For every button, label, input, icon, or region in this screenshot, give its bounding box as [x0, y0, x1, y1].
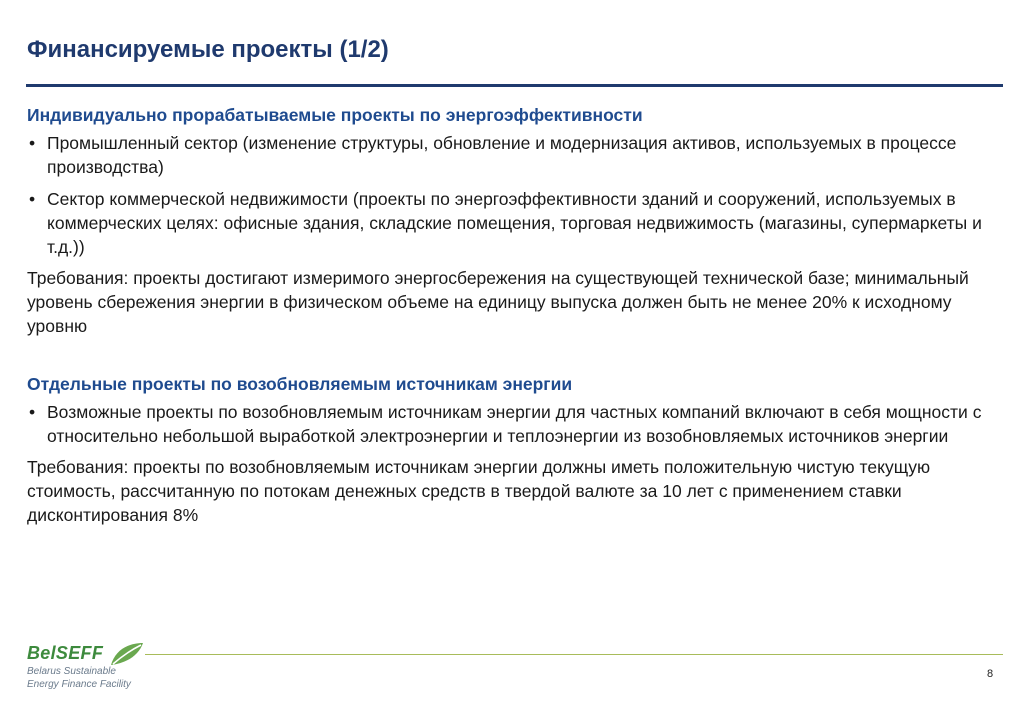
slide-title: Финансируемые проекты (1/2)	[27, 36, 389, 63]
logo-subtitle-line2: Energy Finance Facility	[27, 679, 131, 690]
requirements-energy-efficiency: Требования: проекты достигают измеримого энергосбережения на существующей технической базе; минимальный уровень сбережения энергии в физическом объеме на единицу выпуска должен быть не менее 20% к исходному уровню	[27, 268, 969, 336]
footer-divider	[145, 654, 1003, 655]
belseff-logo	[27, 643, 131, 690]
section-heading-renewables: Отдельные проекты по возобновляемым источникам энергии	[27, 374, 573, 394]
page-number: 8	[987, 668, 994, 680]
requirements-renewables: Требования: проекты по возобновляемым источникам энергии должны иметь положительную чистую текущую стоимость, рассчитанную по потокам денежных средств в твердой валюте за 10 лет с применением ставки дисконтирования 8%	[27, 457, 931, 525]
logo-subtitle-line1: Belarus Sustainable	[27, 666, 116, 677]
bullet-text: Промышленный сектор (изменение структуры, обновление и модернизация активов, используемых в процессе производства)	[47, 133, 957, 177]
bullet-text: Возможные проекты по возобновляемым источникам энергии для частных компаний включают в себя мощности с относительно небольшой выработкой электроэнергии и теплоэнергии из возобновляемых источников энергии	[47, 402, 982, 446]
bullet-list-renewables	[27, 400, 1002, 448]
bullet-text: Сектор коммерческой недвижимости (проекты по энергоэффективности зданий и сооружений, используемых в коммерческих целях: офисные здания, складские помещения, торговая недвижимость (магазины, супермаркеты и т.д.))	[47, 189, 982, 257]
title-divider	[26, 84, 1003, 87]
leaf-icon	[109, 641, 145, 667]
slide-content	[27, 100, 1002, 527]
bullet-item	[27, 400, 1002, 448]
logo-name: BelSEFF	[27, 643, 104, 663]
bullet-dot: •	[29, 133, 36, 153]
bullet-item	[27, 187, 1002, 259]
bullet-dot: •	[29, 402, 36, 422]
bullet-dot: •	[29, 189, 36, 209]
bullet-list-energy-efficiency	[27, 131, 1002, 259]
section-heading-energy-efficiency: Индивидуально прорабатываемые проекты по энергоэффективности	[27, 105, 643, 125]
bullet-item	[27, 131, 1002, 179]
